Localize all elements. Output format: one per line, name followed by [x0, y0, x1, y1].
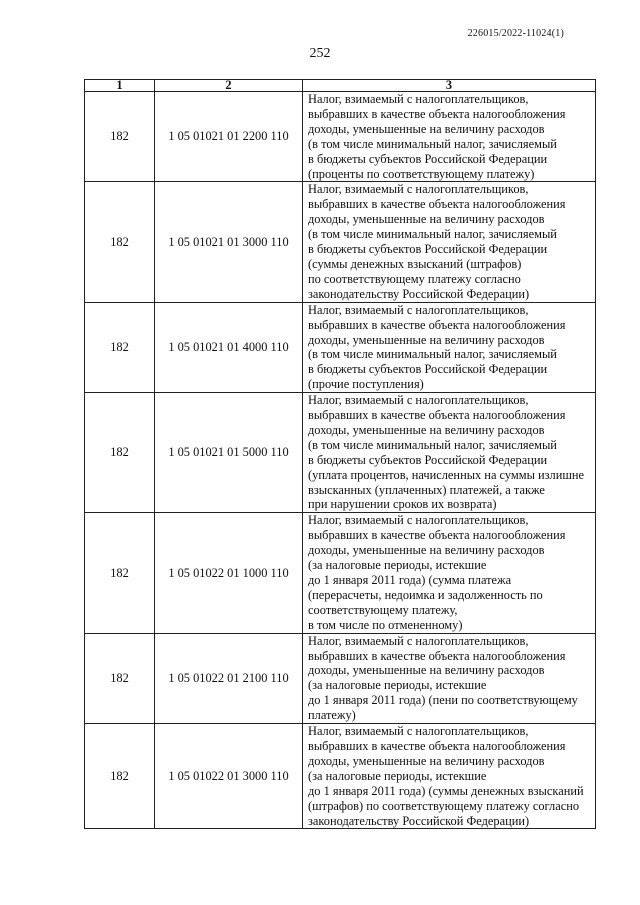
description-cell: [303, 182, 596, 302]
description-line: (за налоговые периоды, истекшие: [308, 678, 487, 693]
budget-code-cell: 1 05 01021 01 2200 110: [155, 92, 303, 182]
description-line: (суммы денежных взысканий (штрафов): [308, 256, 522, 271]
description-line: при нарушении сроков их возврата): [308, 497, 497, 512]
description-line: выбравших в качестве объекта налогообложения: [308, 738, 566, 753]
table-row: [85, 182, 596, 302]
description-cell: [303, 92, 596, 182]
table-row: [85, 633, 596, 723]
description-line: (перерасчеты, недоимка и задолженность по: [308, 587, 543, 602]
table-row: [85, 92, 596, 182]
header-row: [85, 80, 596, 92]
description-line: Налог, взимаемый с налогоплательщиков,: [308, 302, 529, 317]
description-line: в бюджеты субъектов Российской Федерации: [308, 242, 548, 257]
description-line: доходы, уменьшенные на величину расходов: [308, 121, 545, 136]
description-line: Налог, взимаемый с налогоплательщиков,: [308, 513, 529, 528]
description-line: (прочие поступления): [308, 377, 424, 392]
page-number: 252: [309, 46, 331, 61]
description-line: выбравших в качестве объекта налогообложения: [308, 528, 566, 543]
column-header-3: 3: [303, 80, 596, 92]
admin-code-cell: 182: [85, 302, 155, 392]
description-line: доходы, уменьшенные на величину расходов: [308, 332, 545, 347]
description-line: выбравших в качестве объекта налогообложения: [308, 106, 566, 121]
description-line: Налог, взимаемый с налогоплательщиков,: [308, 633, 529, 648]
description-line: (проценты по соответствующему платежу): [308, 166, 535, 181]
description-line: в бюджеты субъектов Российской Федерации: [308, 362, 548, 377]
admin-code-cell: 182: [85, 92, 155, 182]
table-row: [85, 393, 596, 513]
description-line: (за налоговые периоды, истекшие: [308, 768, 487, 783]
description-line: (штрафов) по соответствующему платежу согласно: [308, 798, 580, 813]
description-line: (в том числе минимальный налог, зачисляемый: [308, 437, 557, 452]
description-cell: [303, 724, 596, 829]
description-line: (в том числе минимальный налог, зачисляемый: [308, 136, 557, 151]
description-line: выбравших в качестве объекта налогообложения: [308, 317, 566, 332]
admin-code-cell: 182: [85, 513, 155, 633]
description-line: соответствующему платежу,: [308, 602, 458, 617]
description-line: Налог, взимаемый с налогоплательщиков,: [308, 724, 529, 739]
description-line: до 1 января 2011 года) (суммы денежных взысканий: [308, 783, 584, 798]
description-line: доходы, уменьшенные на величину расходов: [308, 212, 545, 227]
table-row: [85, 302, 596, 392]
document-id: 226015/2022-11024(1): [467, 28, 564, 39]
description-cell: [303, 393, 596, 513]
description-cell: [303, 513, 596, 633]
description-cell: [303, 633, 596, 723]
description-line: (за налоговые периоды, истекшие: [308, 558, 487, 573]
description-line: доходы, уменьшенные на величину расходов: [308, 753, 545, 768]
description-line: доходы, уменьшенные на величину расходов: [308, 663, 545, 678]
description-line: выбравших в качестве объекта налогообложения: [308, 197, 566, 212]
description-line: до 1 января 2011 года) (пени по соответствующему: [308, 693, 578, 708]
budget-code-cell: 1 05 01022 01 2100 110: [155, 633, 303, 723]
description-line: законодательству Российской Федерации): [308, 813, 530, 828]
budget-code-cell: 1 05 01022 01 3000 110: [155, 724, 303, 829]
admin-code-cell: 182: [85, 724, 155, 829]
table-row: [85, 724, 596, 829]
budget-code-cell: 1 05 01021 01 5000 110: [155, 393, 303, 513]
description-line: Налог, взимаемый с налогоплательщиков,: [308, 92, 529, 106]
description-line: доходы, уменьшенные на величину расходов: [308, 543, 545, 558]
admin-code-cell: 182: [85, 393, 155, 513]
description-line: платежу): [308, 708, 356, 723]
description-line: по соответствующему платежу согласно: [308, 271, 521, 286]
description-line: Налог, взимаемый с налогоплательщиков,: [308, 393, 529, 408]
description-line: взысканных (уплаченных) платежей, а также: [308, 482, 545, 497]
table-row: [85, 513, 596, 633]
column-header-1: 1: [85, 80, 155, 92]
budget-code-cell: 1 05 01021 01 4000 110: [155, 302, 303, 392]
description-cell: [303, 302, 596, 392]
description-line: Налог, взимаемый с налогоплательщиков,: [308, 182, 529, 197]
description-line: законодательству Российской Федерации): [308, 286, 530, 301]
description-line: доходы, уменьшенные на величину расходов: [308, 422, 545, 437]
budget-code-cell: 1 05 01022 01 1000 110: [155, 513, 303, 633]
description-line: в бюджеты субъектов Российской Федерации: [308, 452, 548, 467]
description-line: (в том числе минимальный налог, зачисляемый: [308, 227, 557, 242]
column-header-2: 2: [155, 80, 303, 92]
description-line: (в том числе минимальный налог, зачисляемый: [308, 347, 557, 362]
admin-code-cell: 182: [85, 633, 155, 723]
description-line: в бюджеты субъектов Российской Федерации: [308, 151, 548, 166]
admin-code-cell: 182: [85, 182, 155, 302]
description-line: до 1 января 2011 года) (сумма платежа: [308, 573, 512, 587]
description-line: выбравших в качестве объекта налогообложения: [308, 648, 566, 663]
description-line: выбравших в качестве объекта налогообложения: [308, 408, 566, 423]
budget-code-cell: 1 05 01021 01 3000 110: [155, 182, 303, 302]
budget-codes-table: [84, 79, 596, 829]
description-line: (уплата процентов, начисленных на суммы излишне: [308, 467, 585, 482]
description-line: в том числе по отмененному): [308, 617, 463, 632]
